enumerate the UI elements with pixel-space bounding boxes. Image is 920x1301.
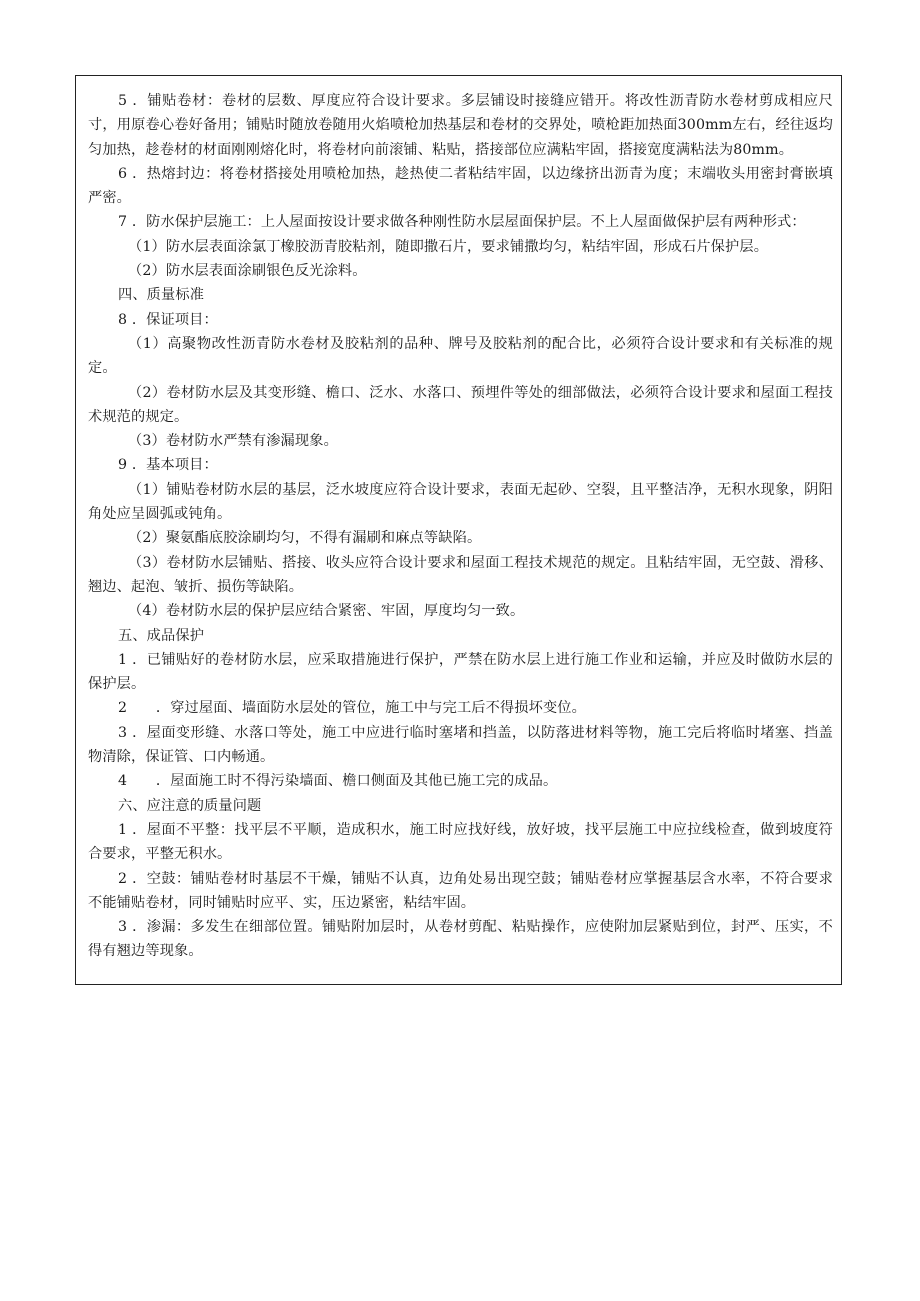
document-frame bbox=[75, 75, 842, 985]
paragraph-subitem: （2）聚氨酯底胶涂刷均匀，不得有漏刷和麻点等缺陷。 bbox=[128, 530, 482, 547]
paragraph-subitem: （4）卷材防水层的保护层应结合紧密、牢固，厚度均匀一致。 bbox=[128, 603, 525, 620]
paragraph-subitem: （3）卷材防水层铺贴、搭接、收头应符合设计要求和屋面工程技术规范的规定。且粘结牢固，无空鼓、滑移、翘边、起泡、皱折、损伤等缺陷。 bbox=[88, 554, 833, 595]
paragraph-item: 3 ．屋面变形缝、水落口等处，施工中应进行临时塞堵和挡盖，以防落进材料等物，施工完后将临时堵塞、挡盖物清除，保证管、口内畅通。 bbox=[88, 724, 833, 766]
paragraph-subitem: （1）高聚物改性沥青防水卷材及胶粘剂的品种、牌号及胶粘剂的配合比，必须符合设计要求和有关标准的规定。 bbox=[88, 335, 833, 377]
paragraph-item: 4 ．屋面施工时不得污染墙面、檐口侧面及其他已施工完的成品。 bbox=[118, 773, 558, 790]
paragraph-subitem: （3）卷材防水严禁有渗漏现象。 bbox=[128, 433, 338, 450]
paragraph-item: 1 ．已铺贴好的卷材防水层，应采取措施进行保护，严禁在防水层上进行施工作业和运输，并应及时做防水层的保护层。 bbox=[88, 651, 833, 693]
paragraph-item-7: 7 ．防水保护层施工：上人屋面按设计要求做各种刚性防水层屋面保护层。不上人屋面做保护层有两种形式： bbox=[118, 214, 806, 231]
paragraph-subitem: （1）防水层表面涂氯丁橡胶沥青胶粘剂，随即撒石片，要求铺撒均匀，粘结牢固，形成石片保护层。 bbox=[128, 238, 769, 255]
section-heading-quality-standards: 四、质量标准 bbox=[118, 287, 205, 304]
paragraph-item-6: 6 ．热熔封边：将卷材搭接处用喷枪加热，趁热使二者粘结牢固，以边缘挤出沥青为度；末端收头用密封膏嵌填严密。 bbox=[88, 165, 833, 207]
paragraph-item: 1 ．屋面不平整：找平层不平顺，造成积水，施工时应找好线，放好坡，找平层施工中应拉线检查，做到坡度符合要求，平整无积水。 bbox=[88, 821, 833, 863]
paragraph-subitem: （1）铺贴卷材防水层的基层，泛水坡度应符合设计要求，表面无起砂、空裂，且平整洁净，无积水现象，阴阳角处应呈圆弧或钝角。 bbox=[88, 481, 833, 523]
section-heading-product-protection: 五、成品保护 bbox=[118, 627, 205, 644]
section-heading-quality-issues: 六、应注意的质量问题 bbox=[118, 797, 262, 814]
paragraph-item-5: 5 ．铺贴卷材：卷材的层数、厚度应符合设计要求。多层铺设时接缝应错开。将改性沥青防水卷材剪成相应尺寸，用原卷心卷好备用；铺贴时随放卷随用火焰喷枪加热基层和卷材的交界处，喷枪距加热面300mm左右，经往返均匀加热，趁卷材的材面刚刚熔化时，将卷材向前滚铺、粘贴，搭接部位应满粘牢固，搭接宽度满粘法为80mm。 bbox=[88, 93, 833, 158]
paragraph-item: 2 ．空鼓：铺贴卷材时基层不干燥，铺贴不认真，边角处易出现空鼓；铺贴卷材应掌握基层含水率，不符合要求不能铺贴卷材，同时铺贴时应平、实，压边紧密，粘结牢固。 bbox=[88, 870, 833, 911]
paragraph-item: 2 ．穿过屋面、墙面防水层处的管位，施工中与完工后不得损坏变位。 bbox=[118, 700, 586, 717]
paragraph-subitem: （2）卷材防水层及其变形缝、檐口、泛水、水落口、预埋件等处的细部做法，必须符合设计要求和屋面工程技术规范的规定。 bbox=[88, 384, 833, 425]
paragraph-item-8: 8 ．保证项目： bbox=[118, 311, 218, 328]
paragraph-subitem: （2）防水层表面涂刷银色反光涂料。 bbox=[128, 263, 367, 280]
paragraph-item: 3 ．渗漏：多发生在细部位置。铺贴附加层时，从卷材剪配、粘贴操作，应使附加层紧贴到位，封严、压实，不得有翘边等现象。 bbox=[88, 919, 833, 960]
paragraph-item-9: 9 ．基本项目： bbox=[118, 457, 218, 474]
